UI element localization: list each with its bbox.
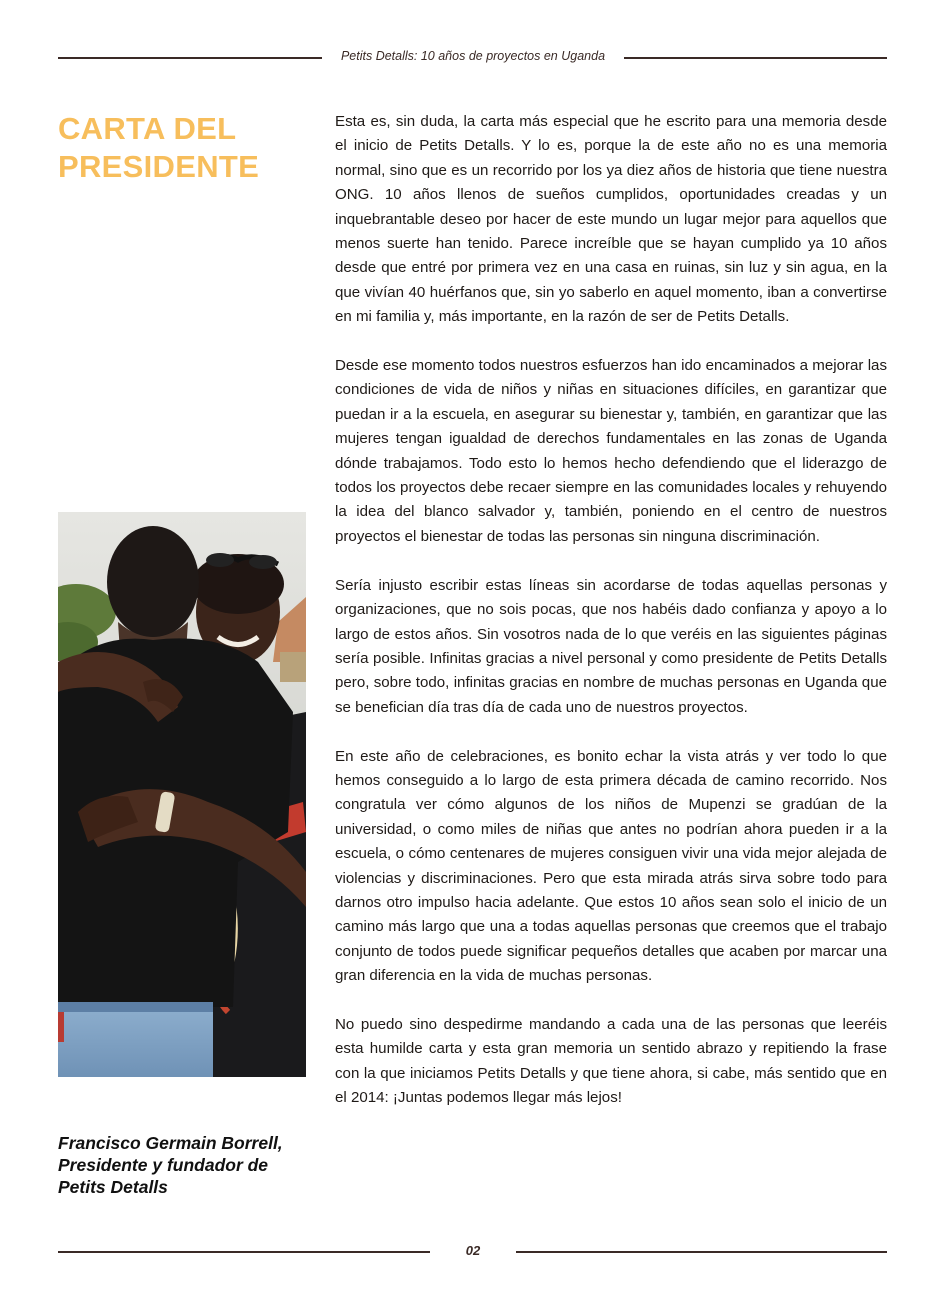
header-rule-right: [624, 57, 887, 59]
signature-org: Petits Detalls: [58, 1177, 168, 1197]
paragraph-5: No puedo sino despedirme mandando a cada una de las personas que leeréis esta humilde carta y esta gran memoria un sentido abrazo y repitiendo la frase con la que iniciamos Petits Detalls y que tiene ahora, si cabe, más sentido que en el 2014: ¡Juntas podemos llegar más lejos!: [335, 1015, 887, 1107]
paragraph-1: Esta es, sin duda, la carta más especial que he escrito para una memoria desde el inicio de Petits Detalls. Y lo es, porque la de este año no es una memoria normal, sino que es un recorrido por los ya diez años de historia que tiene nuestra ONG. 10 años llenos de sueños cumplidos, oportunidades creadas y un inquebrantable deseo por hacer de este mundo un lugar mejor para aquellos que menos suerte han tenido. Parece increíble que se hayan cumplido ya 10 años desde que entré por primera vez en una casa en ruinas, sin luz y sin agua, en la que vivían 40 huérfanos que, sin yo saberlo en aquel momento, iban a convertirse en mi familia y, más importante, en la razón de ser de Petits Detalls.: [335, 113, 887, 326]
signature-block: [58, 1132, 320, 1198]
paragraph-3: Sería injusto escribir estas líneas sin acordarse de todas aquellas personas y organizaciones, que no sois pocas, que nos habéis dado confianza y apoyo a lo largo de estos años. Sin vosotros nada de lo que veréis en las siguientes páginas sería posible. Infinitas gracias a nivel personal y como presidente de Petits Detalls pero, sobre todo, infinitas gracias en nombre de muchas personas en Uganda que se benefician día tras día de cada uno de nuestros proyectos.: [335, 576, 887, 716]
hug-photo: [58, 512, 306, 1077]
letter-body: [335, 110, 887, 1135]
footer-rule-left: [58, 1251, 430, 1253]
header-rule-left: [58, 57, 322, 59]
paragraph-2: Desde ese momento todos nuestros esfuerzos han ido encaminados a mejorar las condiciones de vida de niños y niñas en situaciones difíciles, en garantizar que puedan ir a la escuela, en asegurar su bienestar y, también, en garantizar que las mujeres tengan igualdad de derechos fundamentales en las zonas de Uganda dónde trabajamos. Todo esto lo hemos hecho defendiendo que el liderazgo de todos los proyectos debe recaer siempre en las comunidades locales y rehuyendo la idea del blanco salvador y, también, poniendo en el centro de nuestros proyectos el bienestar de todas las personas sin ninguna discriminación.: [335, 357, 887, 545]
footer-rule-right: [516, 1251, 887, 1253]
signature-role: Presidente y fundador de: [58, 1155, 269, 1175]
page-number: 02: [465, 1243, 481, 1258]
signature-name: Francisco Germain Borrell,: [58, 1133, 283, 1153]
page-title: [58, 110, 318, 186]
running-header: Petits Detalls: 10 años de proyectos en Uganda: [340, 49, 606, 63]
paragraph-4: En este año de celebraciones, es bonito echar la vista atrás y ver todo lo que hemos conseguido a lo largo de esta primera década de camino recorrido. Nos congratula ver cómo algunos de los niños de Mupenzi se gradúan de la universidad, o como miles de niñas que antes no podrían ahora pueden ir a la escuela, o cómo centenares de mujeres consiguen vivir una vida mejor alejada de violencias y discriminaciones. Pero que esta mirada atrás sirva sobre todo para darnos otro impulso hacia adelante. Que estos 10 años sean solo el inicio de un camino más largo que una a todas aquellas personas que creemos que el trabajo conjunto de todos puede significar pequeños detalles que acaben por marcar una gran diferencia en la vida de muchas personas.: [335, 747, 887, 985]
title-line-2: PRESIDENTE: [58, 149, 260, 184]
hug-photo-illustration: [58, 512, 306, 1077]
title-line-1: CARTA DEL: [58, 111, 237, 146]
